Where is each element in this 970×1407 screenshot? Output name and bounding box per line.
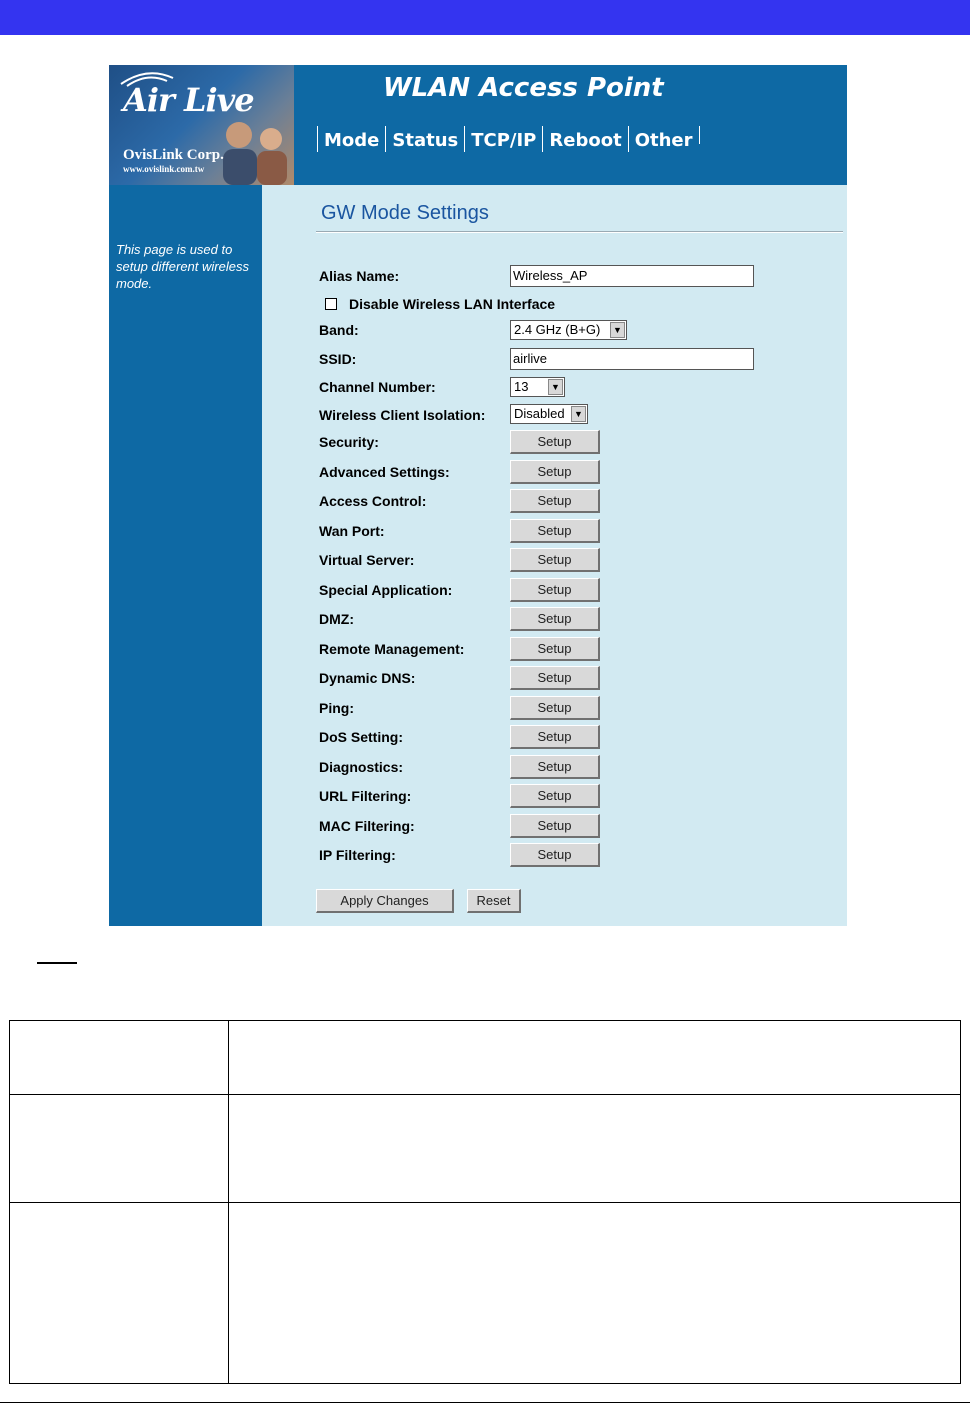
mac-filtering-label: MAC Filtering: [319, 818, 415, 834]
isolation-value: Disabled [514, 406, 565, 421]
dmz-label: DMZ: [319, 611, 354, 627]
virtual-server-setup-button[interactable]: Setup [510, 548, 600, 572]
footer-rule [0, 1402, 970, 1403]
table-cell [229, 1021, 961, 1095]
apply-changes-button[interactable]: Apply Changes [316, 889, 454, 913]
security-setup-button[interactable]: Setup [510, 430, 600, 454]
dynamic-dns-setup-button[interactable]: Setup [510, 666, 600, 690]
channel-label: Channel Number: [319, 379, 436, 395]
reset-button[interactable]: Reset [467, 889, 521, 913]
disable-wlan-label: Disable Wireless LAN Interface [349, 296, 556, 312]
channel-select[interactable] [510, 377, 565, 397]
ip-filtering-setup-button[interactable]: Setup [510, 843, 600, 867]
family-photo-icon [217, 115, 294, 185]
url-filtering-label: URL Filtering: [319, 788, 412, 804]
table-row [10, 1095, 961, 1203]
wan-port-label: Wan Port: [319, 523, 385, 539]
sidebar [109, 185, 262, 926]
top-bar [0, 0, 970, 35]
nav-tcpip[interactable]: TCP/IP [464, 126, 542, 152]
note-underline [37, 962, 77, 964]
table-cell [229, 1095, 961, 1203]
logo-brand-text: Air Live [123, 81, 254, 119]
ping-setup-button[interactable]: Setup [510, 696, 600, 720]
isolation-select[interactable] [510, 404, 588, 424]
ssid-input[interactable]: airlive [510, 348, 754, 370]
top-nav [317, 126, 700, 156]
band-value: 2.4 GHz (B+G) [514, 322, 601, 337]
access-control-label: Access Control: [319, 493, 427, 509]
corp-url: www.ovislink.com.tw [123, 164, 205, 174]
diagnostics-setup-button[interactable]: Setup [510, 755, 600, 779]
dos-setting-setup-button[interactable]: Setup [510, 725, 600, 749]
sidebar-description: This page is used to setup different wireless mode. [116, 242, 249, 291]
access-control-setup-button[interactable]: Setup [510, 489, 600, 513]
band-label: Band: [319, 322, 359, 338]
header-banner [109, 65, 847, 185]
isolation-label: Wireless Client Isolation: [319, 407, 486, 423]
nav-reboot[interactable]: Reboot [542, 126, 627, 152]
table-row [10, 1203, 961, 1384]
ping-label: Ping: [319, 700, 354, 716]
chevron-down-icon: ▼ [548, 379, 563, 395]
table-cell [229, 1203, 961, 1384]
table-row [10, 1021, 961, 1095]
page-title: GW Mode Settings [321, 202, 489, 224]
remote-management-label: Remote Management: [319, 641, 465, 657]
dos-setting-label: DoS Setting: [319, 729, 403, 745]
disable-wlan-checkbox[interactable] [325, 298, 337, 310]
ip-filtering-label: IP Filtering: [319, 847, 396, 863]
mac-filtering-setup-button[interactable]: Setup [510, 814, 600, 838]
app-title: WLAN Access Point [383, 73, 664, 103]
band-select[interactable] [510, 320, 627, 340]
title-divider [316, 231, 843, 233]
alias-name-input[interactable]: Wireless_AP [510, 265, 754, 287]
diagnostics-label: Diagnostics: [319, 759, 404, 775]
nav-status[interactable]: Status [385, 126, 464, 152]
alias-name-label: Alias Name: [319, 268, 400, 284]
table-cell [10, 1021, 229, 1095]
special-application-label: Special Application: [319, 582, 453, 598]
router-config-panel [109, 65, 847, 926]
virtual-server-label: Virtual Server: [319, 552, 415, 568]
table-cell [10, 1203, 229, 1384]
wan-port-setup-button[interactable]: Setup [510, 519, 600, 543]
nav-divider [699, 126, 700, 144]
ssid-label: SSID: [319, 351, 357, 367]
security-label: Security: [319, 434, 379, 450]
dynamic-dns-label: Dynamic DNS: [319, 670, 416, 686]
url-filtering-setup-button[interactable]: Setup [510, 784, 600, 808]
advanced-settings-label: Advanced Settings: [319, 464, 450, 480]
table-cell [10, 1095, 229, 1203]
nav-mode[interactable]: Mode [317, 126, 385, 152]
dmz-setup-button[interactable]: Setup [510, 607, 600, 631]
description-table [9, 1020, 961, 1384]
chevron-down-icon: ▼ [571, 406, 586, 422]
channel-value: 13 [514, 379, 529, 394]
nav-other[interactable]: Other [628, 126, 699, 152]
special-application-setup-button[interactable]: Setup [510, 578, 600, 602]
chevron-down-icon: ▼ [610, 322, 625, 338]
airlive-logo [109, 65, 294, 185]
corp-name: OvisLink Corp. [123, 147, 224, 163]
advanced-settings-setup-button[interactable]: Setup [510, 460, 600, 484]
remote-management-setup-button[interactable]: Setup [510, 637, 600, 661]
